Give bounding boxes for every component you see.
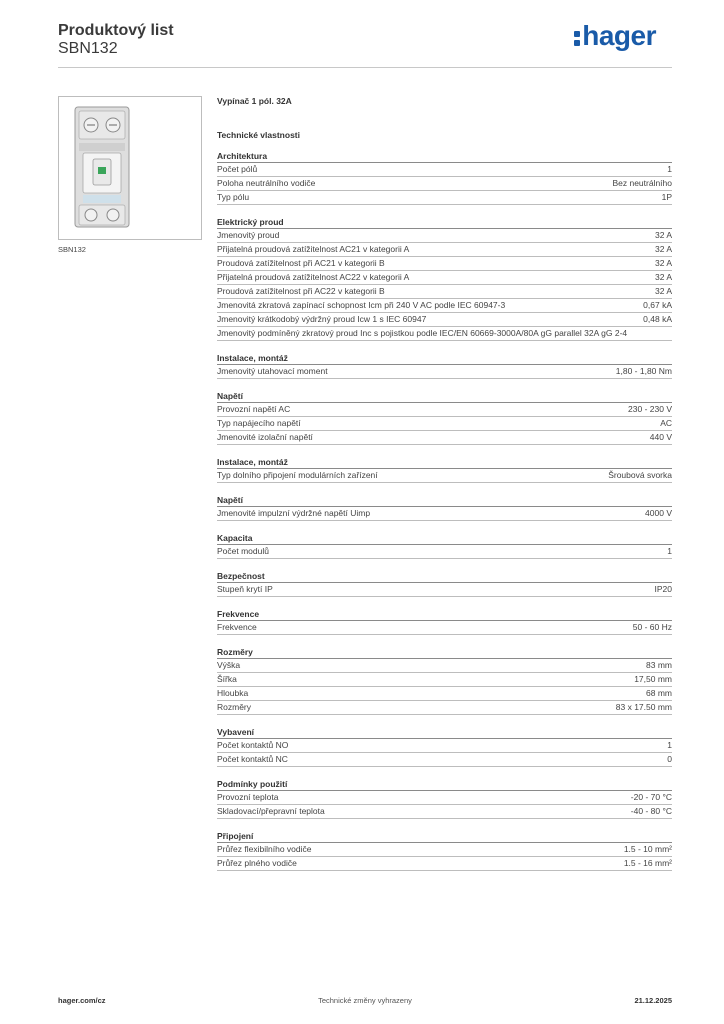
footer-date: 21.12.2025 xyxy=(634,996,672,1005)
section-title: Napětí xyxy=(217,494,672,507)
spec-value: IP20 xyxy=(654,584,672,594)
spec-row xyxy=(217,257,672,271)
spec-row xyxy=(217,163,672,177)
spec-row xyxy=(217,701,672,715)
hager-logo: hager xyxy=(574,20,656,52)
product-image xyxy=(58,96,202,240)
spec-row xyxy=(217,431,672,445)
image-caption: SBN132 xyxy=(58,245,86,254)
spec-label: Šířka xyxy=(217,674,237,684)
spec-section xyxy=(217,216,672,341)
spec-label: Rozměry xyxy=(217,702,252,712)
spec-value: Bez neutrálního xyxy=(612,178,672,188)
spec-row xyxy=(217,739,672,753)
spec-label: Typ dolního připojení modulárních zařízení xyxy=(217,470,378,480)
page-footer xyxy=(58,996,672,1010)
spec-value: 1 xyxy=(667,164,672,174)
spec-label: Průřez flexibilního vodiče xyxy=(217,844,312,854)
spec-section xyxy=(217,352,672,379)
spec-value: 32 A xyxy=(654,244,672,254)
footer-website: hager.com/cz xyxy=(58,996,106,1005)
product-name: Vypínač 1 pól. 32A xyxy=(217,96,292,106)
spec-row xyxy=(217,191,672,205)
spec-section xyxy=(217,726,672,767)
spec-content xyxy=(217,96,672,882)
spec-label: Proudová zatížitelnost při AC22 v kategorii B xyxy=(217,286,385,296)
spec-value: 230 - 230 V xyxy=(628,404,672,414)
tech-properties-heading: Technické vlastnosti xyxy=(217,130,300,140)
spec-value: -20 - 70 °C xyxy=(630,792,672,802)
spec-label: Jmenovitý utahovací moment xyxy=(217,366,328,376)
section-title: Kapacita xyxy=(217,532,672,545)
product-code: SBN132 xyxy=(58,40,118,57)
spec-section xyxy=(217,608,672,635)
spec-section xyxy=(217,532,672,559)
spec-value: 32 A xyxy=(654,230,672,240)
spec-row xyxy=(217,243,672,257)
spec-value: 32 A xyxy=(654,286,672,296)
spec-label: Jmenovitý krátkodobý výdržný proud Icw 1 s IEC 60947 xyxy=(217,314,427,324)
spec-row xyxy=(217,469,672,483)
spec-label: Typ pólu xyxy=(217,192,250,202)
spec-value: 1P xyxy=(661,192,672,202)
section-title: Bezpečnost xyxy=(217,570,672,583)
spec-label: Přijatelná proudová zatížitelnost AC22 v kategorii A xyxy=(217,272,410,282)
spec-label: Počet kontaktů NO xyxy=(217,740,289,750)
spec-row xyxy=(217,545,672,559)
spec-section xyxy=(217,456,672,483)
spec-row xyxy=(217,271,672,285)
spec-label: Průřez plného vodiče xyxy=(217,858,297,868)
spec-row xyxy=(217,365,672,379)
spec-label: Frekvence xyxy=(217,622,257,632)
spec-row xyxy=(217,313,672,327)
spec-section xyxy=(217,494,672,521)
spec-label: Proudová zatížitelnost při AC21 v kategorii B xyxy=(217,258,385,268)
spec-label: Skladovací/přepravní teplota xyxy=(217,806,325,816)
spec-row xyxy=(217,659,672,673)
document-title: Produktový list xyxy=(58,22,174,39)
spec-value: 83 mm xyxy=(646,660,672,670)
spec-row xyxy=(217,285,672,299)
spec-row xyxy=(217,753,672,767)
section-title: Instalace, montáž xyxy=(217,352,672,365)
spec-row xyxy=(217,177,672,191)
spec-value: 0,48 kA xyxy=(643,314,672,324)
spec-value: 1 xyxy=(667,546,672,556)
spec-label: Počet kontaktů NC xyxy=(217,754,288,764)
spec-row xyxy=(217,507,672,521)
spec-value: 0,67 kA xyxy=(643,300,672,310)
spec-label: Provozní teplota xyxy=(217,792,279,802)
spec-row xyxy=(217,805,672,819)
spec-value: 0 xyxy=(667,754,672,764)
spec-value: 1 xyxy=(667,740,672,750)
spec-row xyxy=(217,299,672,313)
spec-label: Stupeň krytí IP xyxy=(217,584,273,594)
spec-label: Typ napájecího napětí xyxy=(217,418,301,428)
spec-row xyxy=(217,403,672,417)
spec-value: 1,80 - 1,80 Nm xyxy=(615,366,672,376)
spec-row xyxy=(217,687,672,701)
spec-value: Šroubová svorka xyxy=(608,470,672,480)
spec-value: -40 - 80 °C xyxy=(630,806,672,816)
spec-label: Jmenovitý podmíněný zkratový proud Inc s pojistkou podle IEC/EN 60669-3000A/80A gG parallel 32A gG 2-4 xyxy=(217,328,628,338)
section-title: Připojení xyxy=(217,830,672,843)
section-title: Rozměry xyxy=(217,646,672,659)
spec-row xyxy=(217,843,672,857)
spec-row xyxy=(217,673,672,687)
spec-section xyxy=(217,390,672,445)
spec-row xyxy=(217,327,672,341)
spec-value: 1.5 - 16 mm² xyxy=(623,858,672,868)
spec-label: Přijatelná proudová zatížitelnost AC21 v kategorii A xyxy=(217,244,410,254)
spec-row xyxy=(217,857,672,871)
spec-row xyxy=(217,583,672,597)
spec-row xyxy=(217,417,672,431)
section-title: Instalace, montáž xyxy=(217,456,672,469)
spec-label: Jmenovitá zkratová zapínací schopnost Icm při 240 V AC podle IEC 60947-3 xyxy=(217,300,506,310)
spec-label: Jmenovitý proud xyxy=(217,230,280,240)
section-title: Architektura xyxy=(217,150,672,163)
spec-value: 32 A xyxy=(654,258,672,268)
spec-section xyxy=(217,570,672,597)
spec-row xyxy=(217,621,672,635)
spec-label: Počet modulů xyxy=(217,546,269,556)
spec-row xyxy=(217,791,672,805)
section-title: Napětí xyxy=(217,390,672,403)
spec-label: Provozní napětí AC xyxy=(217,404,291,414)
spec-label: Poloha neutrálního vodiče xyxy=(217,178,316,188)
spec-label: Hloubka xyxy=(217,688,249,698)
spec-value: 440 V xyxy=(649,432,672,442)
spec-value: 32 A xyxy=(654,272,672,282)
spec-row xyxy=(217,229,672,243)
section-title: Vybavení xyxy=(217,726,672,739)
spec-section xyxy=(217,830,672,871)
spec-value: 50 - 60 Hz xyxy=(632,622,672,632)
spec-section xyxy=(217,150,672,205)
footer-disclaimer: Technické změny vyhrazeny xyxy=(318,996,412,1005)
spec-sections xyxy=(217,150,672,871)
spec-label: Výška xyxy=(217,660,241,670)
spec-label: Počet pólů xyxy=(217,164,258,174)
spec-value: 68 mm xyxy=(646,688,672,698)
section-title: Frekvence xyxy=(217,608,672,621)
spec-value: 17,50 mm xyxy=(634,674,672,684)
page-header xyxy=(58,20,672,68)
spec-value: 83 x 17.50 mm xyxy=(615,702,672,712)
spec-section xyxy=(217,646,672,715)
section-title: Podmínky použití xyxy=(217,778,672,791)
spec-label: Jmenovité impulzní výdržné napětí Uimp xyxy=(217,508,371,518)
section-title: Elektrický proud xyxy=(217,216,672,229)
spec-value: 1.5 - 10 mm² xyxy=(623,844,672,854)
spec-label: Jmenovité izolační napětí xyxy=(217,432,313,442)
switch-device-illustration xyxy=(71,105,133,229)
spec-value: AC xyxy=(660,418,672,428)
spec-value: 4000 V xyxy=(645,508,672,518)
spec-section xyxy=(217,778,672,819)
